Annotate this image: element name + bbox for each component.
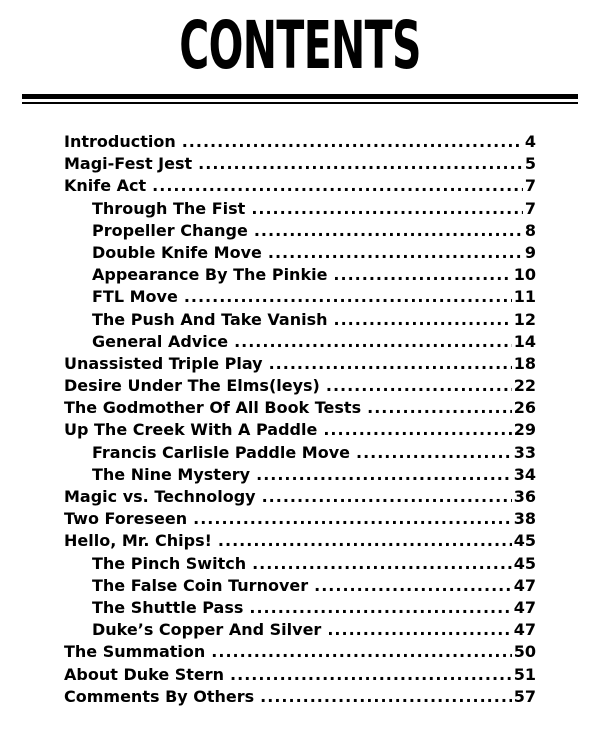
- toc-entry-page: 57: [513, 686, 536, 706]
- dot-leader: [198, 153, 523, 175]
- dot-leader: [234, 331, 512, 353]
- toc-entry-label: Appearance By The Pinkie: [92, 265, 328, 285]
- dot-leader: [269, 353, 512, 375]
- toc-entry-page: 45: [513, 553, 536, 573]
- toc-entry[interactable]: [64, 397, 536, 419]
- toc-entry-page: 5: [524, 154, 536, 174]
- dot-leader: [249, 597, 511, 619]
- toc-entry-label: FTL Move: [92, 287, 178, 307]
- page-title: CONTENTS: [179, 7, 421, 84]
- toc-subentry[interactable]: [64, 464, 536, 486]
- toc-entry-label: Magic vs. Technology: [64, 487, 256, 506]
- dot-leader: [218, 530, 512, 552]
- toc-entry-label: Through The Fist: [92, 198, 246, 218]
- dot-leader: [260, 686, 512, 708]
- toc-entry[interactable]: [64, 530, 536, 552]
- toc-entry-label: Unassisted Triple Play: [64, 353, 263, 373]
- dot-leader: [211, 641, 511, 663]
- toc-entry-page: 14: [513, 331, 536, 351]
- toc-entry-page: 10: [513, 265, 536, 285]
- toc-entry-label: Magi-Fest Jest: [64, 154, 193, 174]
- toc-entry-page: 45: [513, 531, 536, 551]
- dot-leader: [182, 131, 523, 153]
- dot-leader: [326, 375, 512, 397]
- toc-entry[interactable]: [64, 375, 536, 397]
- toc-entry-label: General Advice: [92, 331, 229, 351]
- toc-subentry[interactable]: [64, 442, 536, 464]
- toc-entry-page: 51: [513, 664, 536, 684]
- toc-subentry[interactable]: [64, 286, 536, 308]
- dot-leader: [256, 464, 512, 486]
- dot-leader: [333, 264, 511, 286]
- dot-leader: [327, 619, 511, 641]
- dot-leader: [268, 242, 523, 264]
- toc-entry-page: 47: [513, 597, 536, 617]
- toc-entry-page: 12: [513, 309, 536, 329]
- dot-leader: [184, 286, 512, 308]
- dot-leader: [334, 309, 512, 331]
- toc-entry[interactable]: [64, 664, 536, 686]
- toc-entry-page: 11: [513, 287, 536, 307]
- dot-leader: [356, 442, 512, 464]
- toc-entry-label: Two Foreseen: [64, 509, 188, 529]
- dot-leader: [367, 397, 512, 419]
- toc-entry-label: Propeller Change: [92, 220, 248, 240]
- toc-entry-page: 7: [524, 198, 536, 218]
- toc-entry-label: Knife Act: [64, 176, 147, 196]
- toc-entry-page: 18: [513, 353, 536, 373]
- toc-entry-page: 8: [524, 220, 536, 240]
- toc-entry-label: The Nine Mystery: [92, 464, 251, 484]
- dot-leader: [230, 664, 512, 686]
- toc-entry-page: 38: [513, 509, 536, 529]
- dot-leader: [314, 575, 512, 597]
- toc-entry-label: Comments By Others: [64, 686, 255, 706]
- toc-subentry[interactable]: [64, 242, 536, 264]
- toc-entry-label: The Shuttle Pass: [92, 597, 244, 617]
- toc-entry-page: 50: [513, 642, 536, 662]
- toc-subentry[interactable]: [64, 575, 536, 597]
- toc-entry-label: The Godmother Of All Book Tests: [64, 398, 362, 418]
- dot-leader: [251, 198, 523, 220]
- toc-entry-page: 47: [513, 575, 536, 595]
- toc-entry[interactable]: [64, 508, 536, 530]
- toc-entry-label: Desire Under The Elms(leys): [64, 376, 320, 396]
- toc-entry-page: 33: [513, 442, 536, 462]
- toc-entry-page: 22: [513, 376, 536, 396]
- table-of-contents: [64, 131, 536, 708]
- toc-entry-label: Up The Creek With A Paddle: [64, 420, 318, 440]
- dot-leader: [152, 175, 523, 197]
- toc-subentry[interactable]: [64, 553, 536, 575]
- toc-subentry[interactable]: [64, 619, 536, 641]
- toc-entry-page: 7: [524, 176, 536, 196]
- toc-entry[interactable]: [64, 686, 536, 708]
- toc-entry-page: 47: [513, 620, 536, 640]
- dot-leader: [193, 508, 512, 530]
- dot-leader: [323, 419, 511, 441]
- toc-subentry[interactable]: [64, 331, 536, 353]
- toc-subentry[interactable]: [64, 220, 536, 242]
- toc-entry-label: Double Knife Move: [92, 242, 262, 262]
- toc-entry[interactable]: [64, 419, 536, 441]
- toc-subentry[interactable]: [64, 597, 536, 619]
- toc-subentry[interactable]: [64, 198, 536, 220]
- toc-entry-label: Duke’s Copper And Silver: [92, 620, 322, 640]
- toc-subentry[interactable]: [64, 264, 536, 286]
- toc-entry[interactable]: [64, 486, 536, 508]
- toc-entry[interactable]: [64, 153, 536, 175]
- toc-entry[interactable]: [64, 641, 536, 663]
- toc-entry[interactable]: [64, 175, 536, 197]
- toc-entry-label: Introduction: [64, 132, 176, 151]
- title-rule-thick: [22, 94, 578, 99]
- toc-entry-label: Hello, Mr. Chips!: [64, 531, 212, 551]
- toc-entry-label: About Duke Stern: [64, 664, 225, 684]
- toc-entry-page: 29: [513, 420, 536, 440]
- toc-entry-label: The Pinch Switch: [92, 553, 247, 573]
- dot-leader: [252, 553, 512, 575]
- dot-leader: [254, 220, 523, 242]
- toc-entry-label: Francis Carlisle Paddle Move: [92, 442, 350, 462]
- toc-entry-label: The Push And Take Vanish: [92, 309, 328, 329]
- dot-leader: [262, 486, 512, 508]
- toc-entry-page: 34: [513, 464, 536, 484]
- toc-entry-page: 4: [524, 132, 536, 151]
- toc-entry[interactable]: [64, 353, 536, 375]
- toc-entry-label: The False Coin Turnover: [92, 575, 309, 595]
- toc-entry-page: 36: [513, 487, 536, 506]
- toc-entry-page: 26: [513, 398, 536, 418]
- title-rule-thin: [22, 102, 578, 104]
- toc-entry-page: 9: [524, 242, 536, 262]
- toc-entry-label: The Summation: [64, 642, 206, 662]
- toc-entry[interactable]: [64, 131, 536, 153]
- toc-subentry[interactable]: [64, 309, 536, 331]
